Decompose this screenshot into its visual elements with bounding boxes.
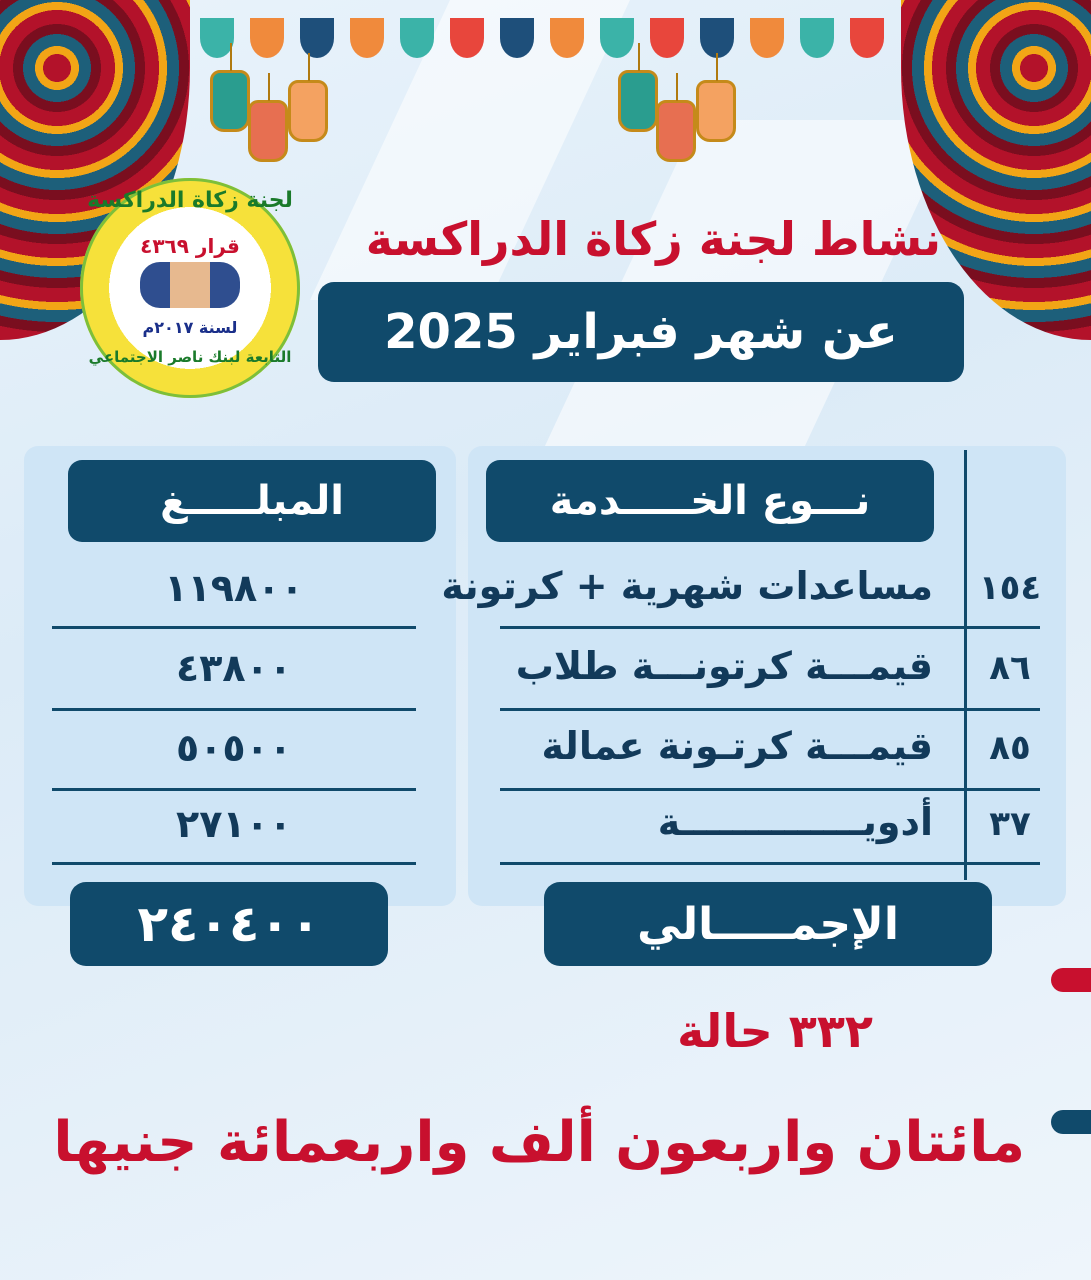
total-label-box [544,882,992,966]
total-cases: ٣٣٢ حالة [677,1004,873,1058]
amount-value: ١١٩٨٠٠ [164,566,304,610]
lantern-icon [248,100,288,162]
logo-bottom-text: التابعة لبنك ناصر الاجتماعي [88,348,292,366]
bullet-marker [1051,1110,1091,1134]
logo-decision: قرار ٤٣٦٩ [140,234,240,258]
row-divider [52,626,416,629]
row-divider [52,862,416,865]
lantern-icon [656,100,696,162]
row-divider [500,708,1040,711]
total-amount: ٢٤٠٤٠٠ [137,895,321,953]
total-label: الإجمـــــالي [637,898,899,950]
page-title: نشاط لجنة زكاة الدراكسة [365,212,941,266]
lantern-icon [618,70,658,132]
row-divider [52,788,416,791]
row-divider [500,788,1040,791]
logo-top-text: لجنة زكاة الدراكسة [87,188,293,213]
lantern-icon [288,80,328,142]
amount-value: ٤٣٨٠٠ [176,646,292,690]
bullet-marker [1051,968,1091,992]
column-divider [964,450,967,880]
service-type: أدويــــــــــــــة [657,800,933,844]
service-type: مساعدات شهرية + كرتونة [441,564,933,608]
case-count: ٨٥ [989,728,1031,768]
service-type: قيمـــة كرتونـــة طلاب [515,644,933,688]
lantern-icon [210,70,250,132]
total-amount-box [70,882,388,966]
service-header [486,460,934,542]
case-count: ٣٧ [989,804,1031,844]
service-header-label: نـــوع الخـــــدمة [549,478,871,524]
case-count: ١٥٤ [978,568,1042,608]
row-divider [52,708,416,711]
logo-year: لسنة ٢٠١٧م [142,318,238,337]
month-banner [318,282,964,382]
amount-value: ٢٧١٠٠ [176,802,292,846]
month-label: عن شهر فبراير 2025 [384,304,898,360]
row-divider [500,862,1040,865]
amount-header-label: المبلـــــغ [160,478,344,524]
total-in-words: مائتان واربعون ألف واربعمائة جنيها [53,1110,1025,1175]
committee-logo [80,178,300,398]
lantern-icon [696,80,736,142]
row-divider [500,626,1040,629]
service-type: قيمـــة كرتـونة عمالة [541,724,933,768]
amount-value: ٥٠٥٠٠ [176,726,292,770]
amount-header [68,460,436,542]
handshake-icon [140,262,240,308]
case-count: ٨٦ [989,648,1031,688]
